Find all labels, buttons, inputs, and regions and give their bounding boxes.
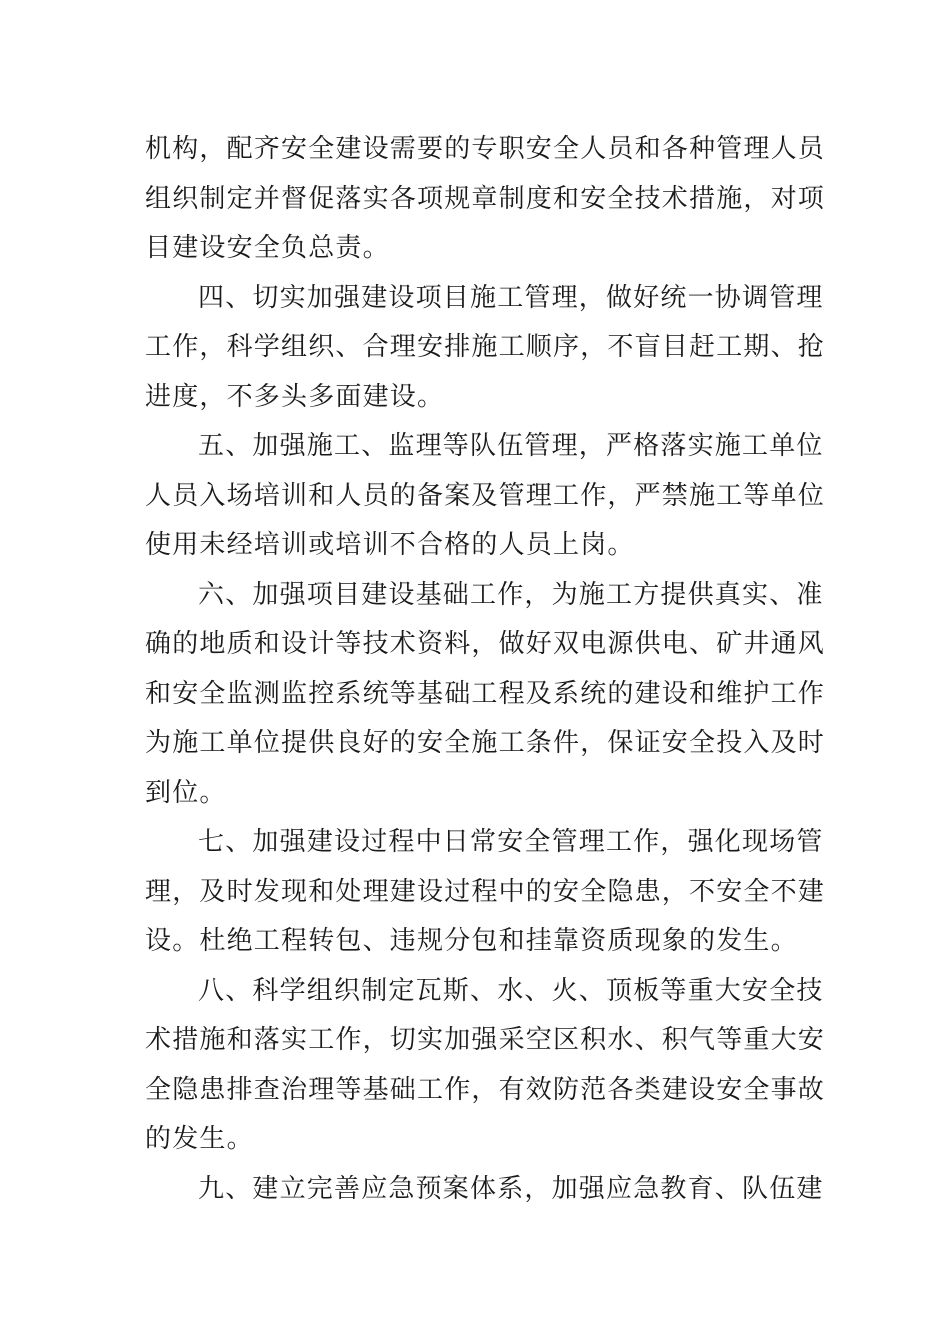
text-line: 机构，配齐安全建设需要的专职安全人员和各种管理人员 [145,134,826,164]
text-line: 六、加强项目建设基础工作，为施工方提供真实、准 [198,579,824,610]
text-line: 八、科学组织制定瓦斯、水、火、顶板等重大安全技 [198,975,824,1006]
text-line: 九、建立完善应急预案体系，加强应急教育、队伍建 [198,1173,824,1204]
body-text [145,125,826,1214]
text-line: 进度，不多头多面建设。 [145,381,445,412]
paragraph-item-6 [145,571,826,819]
text-line: 使用未经培训或培训不合格的人员上岗。 [145,530,635,560]
text-line: 七、加强建设过程中日常安全管理工作，强化现场管 [198,827,824,857]
paragraph-item-4 [145,274,826,423]
text-line: 人员入场培训和人员的备案及管理工作，严禁施工等单位 [145,480,826,511]
text-line: 和安全监测监控系统等基础工程及系统的建设和维护工作 [145,678,826,709]
paragraph-item-7 [145,818,826,967]
paragraph-item-5 [145,422,826,571]
text-line: 设。杜绝工程转包、违规分包和挂靠资质现象的发生。 [145,926,798,956]
text-line: 理，及时发现和处理建设过程中的安全隐患，不安全不建 [145,876,826,907]
paragraph-continued [145,125,826,274]
text-line: 术措施和落实工作，切实加强采空区积水、积气等重大安 [145,1025,826,1055]
text-line: 到位。 [145,777,227,808]
text-line: 四、切实加强建设项目施工管理，做好统一协调管理 [198,282,824,313]
text-line: 工作，科学组织、合理安排施工顺序，不盲目赶工期、抢 [145,332,826,362]
text-line: 目建设安全负总责。 [145,233,390,263]
paragraph-item-9 [145,1165,824,1215]
text-line: 组织制定并督促落实各项规章制度和安全技术措施，对项 [145,183,826,214]
text-line: 五、加强施工、监理等队伍管理，严格落实施工单位 [198,431,824,461]
text-line: 的发生。 [145,1124,254,1154]
text-line: 为施工单位提供良好的安全施工条件，保证安全投入及时 [145,728,826,758]
text-line: 确的地质和设计等技术资料，做好双电源供电、矿井通风 [145,629,826,659]
text-line: 全隐患排查治理等基础工作，有效防范各类建设安全事故 [145,1074,826,1105]
paragraph-item-8 [145,967,826,1165]
